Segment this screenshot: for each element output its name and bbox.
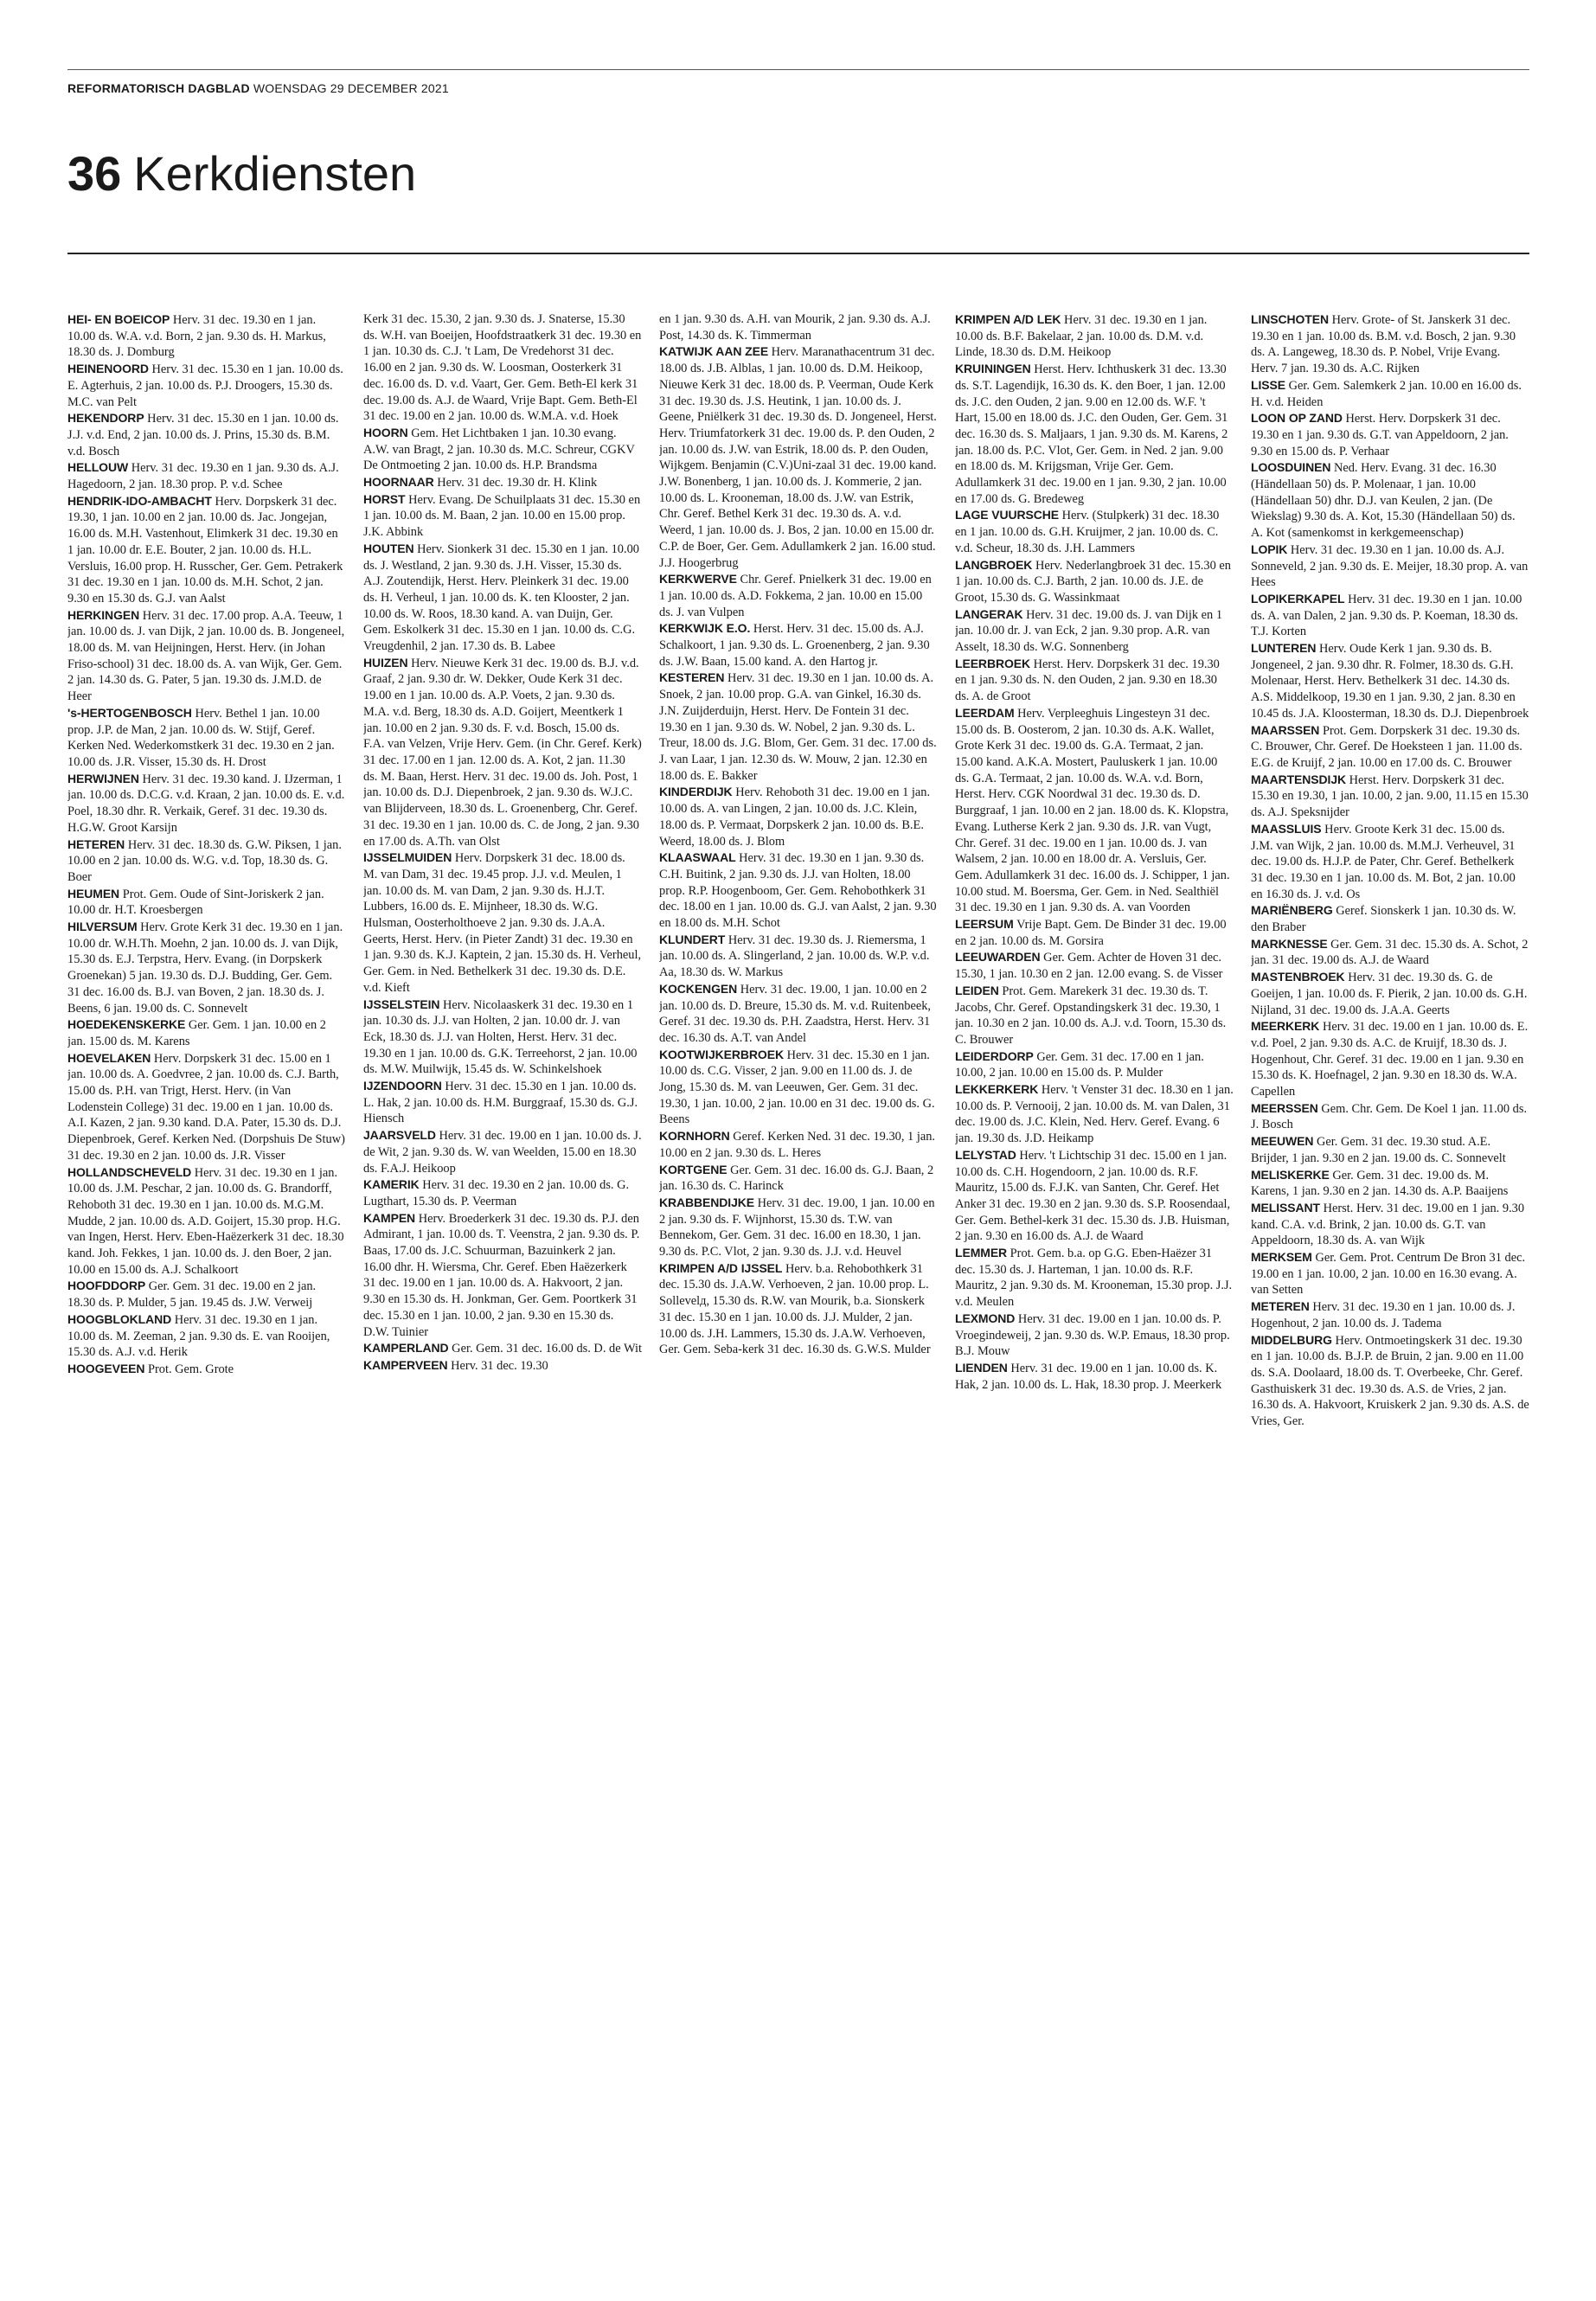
church-service-entry <box>67 459 346 492</box>
church-service-entry <box>659 981 938 1047</box>
place-name: LISSE <box>1251 377 1285 392</box>
place-name: KOOTWIJKERBROEK <box>659 1047 784 1061</box>
service-details: Ger. Gem. 31 dec. 16.00 ds. D. de Wit <box>452 1342 642 1356</box>
place-name: HOORN <box>363 425 408 439</box>
place-name: HEKENDORP <box>67 411 144 426</box>
service-details: Herst. Herv. Ichthuskerk 31 dec. 13.30 ds. S.T. Lagendijk, 16.30 ds. K. den Boer, 1 jan. 12.00 ds. J.C. den Ouden, 2 jan. 9.00 en 12.00 ds. W.F. 't Hart, 15.00 en 18.00 ds. J.C. den Ouden, Ger. Gem. 31 dec. 16.30 ds. S. Maljaars, 1 jan. 9.30 ds. M. Karens, 2 jan. 18.00 ds. P.C. Vlot, Ger. Gem. in Ned. 2 jan. 9.00 en 18.00 ds. M. Krijgsman, Vrije Ger. Gem. Adullamkerk 31 dec. 19.00 en 1 jan. 9.30, 2 jan. 10.00 en 17.00 ds. G. Bredeweg <box>955 362 1228 506</box>
place-name: HOORNAAR <box>363 475 434 490</box>
service-details: Herv. Nederlangbroek 31 dec. 15.30 en 1 jan. 10.00 ds. C.J. Barth, 2 jan. 10.00 ds. J.E. de Groot, 15.30 ds. G. Wassinkmaat <box>955 558 1231 605</box>
church-service-entry <box>955 1360 1234 1393</box>
service-details: Ger. Gem. 1 jan. 10.00 en 2 jan. 15.00 ds. M. Karens <box>67 1018 326 1048</box>
church-service-entry <box>363 1340 642 1357</box>
church-service-entry <box>67 410 346 459</box>
service-details: Herv. 31 dec. 15.30 en 1 jan. 10.00 ds. E. Agterhuis, 2 jan. 10.00 ds. P.J. Droogers, 15.30 ds. M.C. van Pelt <box>67 362 343 409</box>
place-name: HOEVELAKEN <box>67 1050 151 1065</box>
listing-column-3 <box>659 311 938 2275</box>
service-details: Ger. Gem. 31 dec. 19.00 ds. M. Karens, 1 jan. 9.30 en 2 jan. 14.30 ds. A.P. Baaijens <box>1251 1168 1509 1199</box>
church-service-entry <box>955 557 1234 606</box>
church-service-entry <box>67 1164 346 1279</box>
church-service-entry <box>67 607 346 705</box>
service-details: Herv. 31 dec. 15.30 en 1 jan. 10.00 ds. C.G. Visser, 2 jan. 9.00 en 11.00 ds. J. de Jong, 15.30 ds. M. van Leeuwen, Ger. Gem. 31 dec. 19.30, 1 jan. 10.00, 2 jan. 10.00 en 31 dec. 19.00 ds. G. Beens <box>659 1048 935 1127</box>
service-details: Herv. Bethel 1 jan. 10.00 prop. J.P. de Man, 2 jan. 10.00 ds. W. Stijf, Geref. Kerken Ned. Wederkomstkerk 31 dec. 19.30 en 2 jan. 10.00 ds. J.R. Visser, 15.30 ds. H. Drost <box>67 706 335 769</box>
service-details: Herv. 31 dec. 15.30 en 1 jan. 10.00 ds. J.J. v.d. End, 2 jan. 10.00 ds. J. Prins, 15.30 ds. B.M. v.d. Bosch <box>67 412 339 458</box>
service-details: Herst. Herv. 31 dec. 19.00 en 1 jan. 9.30 kand. C.A. v.d. Brink, 2 jan. 10.00 ds. G.T. van Appeldoorn, 18.30 ds. A. van Wijk <box>1251 1201 1525 1248</box>
place-name: KESTEREN <box>659 670 725 685</box>
place-name: MEEUWEN <box>1251 1134 1314 1149</box>
church-service-entry <box>659 1195 938 1260</box>
church-service-entry <box>363 849 642 996</box>
church-service-entry <box>1251 410 1529 459</box>
place-name: HUIZEN <box>363 655 408 670</box>
service-details: Herv. Broederkerk 31 dec. 19.30 ds. P.J. den Admirant, 1 jan. 10.00 ds. T. Veenstra, 2 jan. 9.30 ds. P. Baas, 17.00 ds. J.C. Schuurman, Bazuinkerk 2 jan. 16.00 dhr. H. Wiersma, Chr. Geref. Eben Haëzerkerk 31 dec. 19.00 en 1 jan. 10.00 ds. A. Hakvoort, 2 jan. 9.30 en 15.30 ds. H. Jonkman, Ger. Gem. Poortkerk 31 dec. 15.30 en 1 jan. 10.00, 2 jan. 9.30 en 15.30 ds. D.W. Tuinier <box>363 1211 640 1339</box>
church-service-entry <box>659 343 938 571</box>
church-service-entry <box>955 656 1234 705</box>
church-service-entry <box>1251 1200 1529 1249</box>
church-service-entry <box>363 1176 642 1209</box>
church-service-entry <box>659 311 938 343</box>
place-name: LEKKERKERK <box>955 1082 1039 1097</box>
service-details: Herv. 't Venster 31 dec. 18.30 en 1 jan. 10.00 ds. P. Vernooij, 2 jan. 10.00 ds. M. van Dalen, 31 dec. 19.00 ds. J.C. Klein, Ned. Herv. Geref. Evang. 6 jan. 19.30 ds. J.D. Heikamp <box>955 1083 1234 1146</box>
church-service-entry <box>955 1147 1234 1245</box>
service-details: Herv. 31 dec. 19.30 en 1 jan. 10.00 ds. J. Hogenhout, 2 jan. 10.00 ds. J. Tadema <box>1251 1300 1516 1330</box>
place-name: MIDDELBURG <box>1251 1332 1332 1347</box>
church-service-entry <box>1251 936 1529 969</box>
service-details: Herv. 31 dec. 19.30 kand. J. IJzerman, 1 jan. 10.00 ds. D.C.G. v.d. Kraan, 2 jan. 10.00 ds. E. v.d. Poel, 18.30 dhr. R. Verkaik, Geref. 31 dec. 19.30 ds. H.G.W. Groot Karsijn <box>67 772 345 835</box>
service-details: Herv. Dorpskerk 31 dec. 18.00 ds. M. van Dam, 31 dec. 19.45 prop. J.J. v.d. Meulen, 1 jan. 10.00 ds. M. van Dam, 2 jan. 9.30 ds. H.J.T. Lubbers, 16.00 ds. E. Mijnheer, 18.30 ds. W.G. Hulsman, Oosterholthoeve 2 jan. 9.30 ds. J.A.A. Geerts, Herst. Herv. (in Pieter Zandt) 31 dec. 19.30 en 1 jan. 9.30 ds. K.J. Kaptein, 2 jan. 15.30 ds. H. Verheul, Ger. Gem. in Ned. Bethelkerk 31 dec. 19.30 ds. D.E. v.d. Kieft <box>363 851 642 995</box>
service-details: Herv. Sionkerk 31 dec. 15.30 en 1 jan. 10.00 ds. J. Westland, 2 jan. 9.30 ds. J.H. Visser, 15.30 ds. A.J. Zoutendijk, Herst. Herv. Pleinkerk 31 dec. 19.00 ds. H. Verheul, 1 jan. 10.00 ds. K. ten Klooster, 2 jan. 10.00 ds. W. Roos, 18.30 kand. A. van Duijn, Ger. Gem. Eskolkerk 31 dec. 15.30 en 1 jan. 10.00 ds. C.G. Vreugdenhil, 2 jan. 17.30 ds. B. Labee <box>363 542 639 654</box>
service-details: Herv. Evang. De Schuilplaats 31 dec. 15.30 en 1 jan. 10.00 ds. M. Baan, 2 jan. 10.00 en 15.00 prop. J.K. Abbink <box>363 492 641 540</box>
place-name: HOEDEKENSKERKE <box>67 1017 186 1032</box>
service-details: Herv. 31 dec. 19.30 en 1 jan. 9.30 ds. A.J. Hagedoorn, 2 jan. 18.30 prop. P. v.d. Schee <box>67 461 339 492</box>
service-details: Herv. 31 dec. 19.30 en 1 jan. 10.00 ds. A. van Dalen, 2 jan. 9.30 ds. P. Koeman, 18.30 ds. T.J. Korten <box>1251 592 1522 639</box>
church-service-entry <box>363 491 642 541</box>
page-heading <box>67 145 416 202</box>
listing-column-5 <box>1251 311 1529 2275</box>
place-name: JAARSVELD <box>363 1128 436 1143</box>
place-name: LEMMER <box>955 1246 1008 1260</box>
place-name: KRABBENDIJKE <box>659 1195 755 1209</box>
church-service-entry <box>659 1128 938 1161</box>
service-details: Herv. 31 dec. 19.30 en 1 jan. 9.30 ds. C.H. Buitink, 2 jan. 9.30 ds. J.J. van Holten, 18.00 prop. R.P. Hoogenboom, Ger. Gem. Rehobothkerk 31 dec. 18.00 en 1 jan. 10.00 ds. G.J. van Aalst, 2 jan. 9.30 en 18.00 ds. M.H. Schot <box>659 851 937 931</box>
service-details: Herv. 31 dec. 19.00, 1 jan. 10.00 en 2 jan. 9.30 ds. F. Wijnhorst, 15.30 ds. T.W. van Bennekom, Ger. Gem. 31 dec. 16.00 en 18.30, 1 jan. 9.30 ds. P.C. Vlot, 2 jan. 9.30 ds. J.J. v.d. Heuvel <box>659 1195 935 1259</box>
church-service-entry <box>659 670 938 784</box>
church-service-entry <box>1251 969 1529 1018</box>
listing-column-4 <box>955 311 1234 2275</box>
church-service-entry <box>955 606 1234 656</box>
service-details: Herv. Maranathacentrum 31 dec. 18.00 ds. J.B. Alblas, 1 jan. 10.00 ds. D.M. Heikoop, Nieuwe Kerk 31 dec. 18.00 ds. P. Veerman, Oude Kerk 31 dec. 19.30 ds. J.S. Heutink, 1 jan. 10.00 ds. J. Geene, Pniëlkerk 31 dec. 19.30 ds. D. Jongeneel, Herst. Herv. Triumfatorkerk 31 dec. 19.00 ds. P. den Ouden, 2 jan. 10.00 ds. J.W. van Estrik, 18.00 ds. P. den Ouden, Wijkgem. Benjamin (C.V.)Uni-zaal 31 dec. 19.00 kand. J.W. Bonenberg, 1 jan. 10.00 ds. J. Kommerie, 2 jan. 10.00 ds. L. Krooneman, 18.00 ds. J.W. van Estrik, Chr. Geref. Bethel Kerk 31 dec. 19.30 ds. A. v.d. Weerd, 1 jan. 10.00 ds. J. Bos, 2 jan. 10.00 en 15.00 dr. C.P. de Boer, Ger. Gem. Adullamkerk 2 jan. 16.00 stud. J.J. Hoogerbrug <box>659 345 937 570</box>
place-name: 's-HERTOGENBOSCH <box>67 705 192 720</box>
place-name: LOOSDUINEN <box>1251 460 1331 475</box>
church-service-entry <box>67 919 346 1016</box>
church-service-entry <box>1251 1167 1529 1200</box>
place-name: HOOGBLOKLAND <box>67 1311 172 1326</box>
place-name: LAGE VUURSCHE <box>955 508 1060 522</box>
place-name: LOON OP ZAND <box>1251 411 1343 426</box>
church-service-entry <box>659 1260 938 1358</box>
place-name: KAMERIK <box>363 1177 420 1192</box>
church-service-entry <box>955 949 1234 982</box>
service-details: Herv. (Stulpkerk) 31 dec. 18.30 en 1 jan. 10.00 ds. G.H. Kruijmer, 2 jan. 10.00 ds. C. v.d. Scheur, 18.30 ds. J.H. Lammers <box>955 509 1220 555</box>
service-details: Herv. Dorpskerk 31 dec. 19.30, 1 jan. 10.00 en 2 jan. 10.00 ds. Jac. Jongejan, 16.00 ds. M.H. Vastenhout, Elimkerk 31 dec. 19.30 en 1 jan. 10.00 dr. E.E. Bouter, 2 jan. 10.00 ds. H.L. Versluis, 16.00 prop. H. Russcher, Ger. Gem. Petrakerk 31 dec. 19.30 en 1 jan. 10.00 ds. M.H. Schot, 2 jan. 9.30 en 15.30 ds. G.J. van Aalst <box>67 494 343 606</box>
place-name: KRIMPEN A/D LEK <box>955 312 1061 326</box>
place-name: MERKSEM <box>1251 1250 1312 1265</box>
place-name: KRUININGEN <box>955 362 1031 376</box>
service-details: Ger. Gem. Prot. Centrum De Bron 31 dec. 19.00 en 1 jan. 10.00, 2 jan. 10.00 en 16.30 evang. A. van Setten <box>1251 1251 1526 1298</box>
place-name: HOOFDDORP <box>67 1279 146 1293</box>
church-service-entry <box>363 1127 642 1176</box>
place-name: HEINENOORD <box>67 362 149 376</box>
church-service-entry <box>363 1357 642 1375</box>
church-service-entry <box>67 493 346 607</box>
church-service-entry <box>1251 591 1529 640</box>
place-name: LEIDERDORP <box>955 1048 1034 1063</box>
service-details: Ned. Herv. Evang. 31 dec. 16.30 (Händellaan 50) ds. P. Molenaar, 1 jan. 10.00 (Händellaan 50) dhr. D.J. van Keulen, 2 jan. (De Wiekslag) 9.30 ds. A. Kot, 15.30 (Händellaan 50) ds. A. Kot (samenkomst in kerkgemeenschap) <box>1251 461 1516 541</box>
place-name: HETEREN <box>67 836 125 851</box>
place-name: MARKNESSE <box>1251 936 1328 951</box>
place-name: LANGBROEK <box>955 557 1033 572</box>
place-name: HILVERSUM <box>67 920 138 934</box>
church-service-entry <box>659 784 938 849</box>
issue-date: WOENSDAG 29 DECEMBER 2021 <box>253 81 449 95</box>
service-details: Herv. 31 dec. 19.30 en 1 jan. 10.00 ds. B.F. Bakelaar, 2 jan. 10.00 ds. D.M. v.d. Linde, 18.30 ds. D.M. Heikoop <box>955 313 1208 360</box>
service-details: Herv. 31 dec. 19.30 <box>451 1359 548 1373</box>
church-service-entry <box>67 361 346 410</box>
service-details: en 1 jan. 9.30 ds. A.H. van Mourik, 2 jan. 9.30 ds. A.J. Post, 14.30 ds. K. Timmerman <box>659 312 931 343</box>
church-service-entry <box>659 932 938 981</box>
place-name: LINSCHOTEN <box>1251 312 1330 326</box>
service-details: Herv. 31 dec. 19.30 en 1 jan. 10.00 ds. A. Snoek, 2 jan. 10.00 prop. G.A. van Ginkel, 16.30 ds. J.N. Zuijderduijn, Herst. Herv. De Fontein 31 dec. 19.30 en 1 jan. 9.30 ds. W. Nobel, 2 jan. 9.30 ds. L. Treur, 18.00 ds. J.G. Blom, Ger. Gem. 31 dec. 17.00 ds. J. van Laar, 1 jan. 12.30 ds. W. Mouw, 2 jan. 12.30 en 18.00 ds. E. Bakker <box>659 671 937 783</box>
place-name: LOPIKERKAPEL <box>1251 591 1345 606</box>
listing-column-2 <box>363 311 642 2275</box>
service-details: Ger. Gem. Achter de Hoven 31 dec. 15.30, 1 jan. 10.30 en 2 jan. 12.00 evang. S. de Visser <box>955 951 1223 982</box>
place-name: MAARTENSDIJK <box>1251 772 1347 786</box>
church-service-entry <box>1251 1249 1529 1298</box>
listing-column-1 <box>67 311 346 2275</box>
church-service-entry <box>659 849 938 932</box>
church-service-entry <box>1251 902 1529 935</box>
place-name: IJSSELMUIDEN <box>363 850 452 865</box>
place-name: MAARSSEN <box>1251 722 1320 737</box>
service-details: Herv. Oude Kerk 1 jan. 9.30 ds. B. Jongeneel, 2 jan. 9.30 dhr. R. Folmer, 18.30 ds. G.H. Molenaar, Herst. Herv. Bethelkerk 31 dec. 14.30 ds. A.S. Middelkoop, 19.30 en 1 jan. 9.30, 2 jan. 8.30 en 10.45 ds. J.A. Kloosterman, 18.30 ds. D.J. Diepenbroek <box>1251 642 1529 721</box>
place-name: KRIMPEN A/D IJSSEL <box>659 1260 783 1275</box>
service-details: Chr. Geref. Pnielkerk 31 dec. 19.00 en 1 jan. 10.00 ds. A.D. Fokkema, 2 jan. 10.00 en 15.00 ds. J. van Vulpen <box>659 573 932 619</box>
masthead <box>67 81 449 95</box>
church-service-entry <box>1251 821 1529 903</box>
place-name: LEEUWARDEN <box>955 950 1041 965</box>
place-name: HORST <box>363 491 406 506</box>
church-service-entry <box>67 1311 346 1361</box>
church-service-entry <box>67 836 346 886</box>
service-details: Herv. 't Lichtschip 31 dec. 15.00 en 1 jan. 10.00 ds. C.H. Hogendoorn, 2 jan. 10.00 ds. R.F. Mauritz, 15.00 ds. F.J.K. van Santen, Chr. Geref. Het Anker 31 dec. 19.30 en 2 jan. 9.30 ds. S.P. Roosendaal, Ger. Gem. Bethel-kerk 31 dec. 15.30 ds. J.B. Huisman, 2 jan. 9.30 en 16.00 ds. A.J. de Waard <box>955 1148 1231 1244</box>
church-service-entry <box>1251 1100 1529 1133</box>
church-service-entry <box>659 620 938 670</box>
heading-rule <box>67 253 1529 254</box>
church-service-entry <box>1251 377 1529 410</box>
service-details: Herv. Ontmoetingskerk 31 dec. 19.30 en 1 jan. 10.00 ds. B.J.P. de Bruin, 2 jan. 9.00 en 11.00 ds. S.A. Doolaard, 18.00 ds. T. Overbeeke, Chr. Geref. Gasthuiskerk 31 dec. 19.30 ds. A.S. de Vries, 2 jan. 16.30 ds. A. Hakvoort, Kruiskerk 2 jan. 9.30 ds. A.S. de Vries, Ger. <box>1251 1333 1529 1429</box>
place-name: HERKINGEN <box>67 607 140 622</box>
place-name: MELISSANT <box>1251 1200 1320 1215</box>
place-name: HEI- EN BOEICOP <box>67 312 170 326</box>
service-details: Herv. Rehoboth 31 dec. 19.00 en 1 jan. 10.00 ds. A. van Lingen, 2 jan. 10.00 ds. J.C. Klein, 18.00 ds. P. Vermaat, Dorpskerk 2 jan. 10.00 ds. B.E. Weerd, 18.00 ds. J. Blom <box>659 785 931 849</box>
service-details: Prot. Gem. b.a. op G.G. Eben-Haëzer 31 dec. 15.30 ds. J. Harteman, 1 jan. 10.00 ds. R.F. Mauritz, 2 jan. 9.30 ds. M. Krooneman, 15.30 prop. J.J. v.d. Meulen <box>955 1247 1233 1310</box>
church-service-entry <box>363 541 642 655</box>
place-name: LEERDAM <box>955 705 1015 720</box>
church-service-entry <box>955 1048 1234 1081</box>
church-service-entry <box>955 1081 1234 1147</box>
church-service-entry <box>67 1361 346 1378</box>
place-name: HOOGEVEEN <box>67 1362 145 1375</box>
place-name: LUNTEREN <box>1251 641 1317 656</box>
church-service-entry <box>1251 640 1529 722</box>
service-details: Herv. Groote Kerk 31 dec. 15.00 ds. J.M. van Wijk, 2 jan. 10.00 ds. M.M.J. Verheuvel, 31 dec. 19.00 ds. H.J.P. de Pater, Chr. Geref. Bethelkerk 31 dec. 19.30 en 1 jan. 10.00 ds. M. Bot, 2 jan. 10.00 en 16.30 ds. J. v.d. Os <box>1251 822 1516 901</box>
church-service-entry <box>1251 1018 1529 1100</box>
service-details: Kerk 31 dec. 15.30, 2 jan. 9.30 ds. J. Snaterse, 15.30 ds. W.H. van Boeijen, Hoofdstraatkerk 31 dec. 19.30 en 1 jan. 10.30 ds. C.J. 't Lam, De Vredehorst 31 dec. 16.00 en 2 jan. 9.30 ds. W. Loosman, Oosterkerk 31 dec. 16.00 ds. D. v.d. Vaart, Ger. Gem. Beth-El kerk 31 dec. 19.00 ds. A.J. de Waard, Vrije Bapt. Gem. Beth-El 31 dec. 19.00 en 2 jan. 10.00 ds. W.M.A. v.d. Hoek <box>363 312 642 424</box>
church-service-entry <box>955 1311 1234 1360</box>
place-name: KINDERDIJK <box>659 785 733 799</box>
place-name: KATWIJK AAN ZEE <box>659 344 769 359</box>
service-details: Geref. Kerken Ned. 31 dec. 19.30, 1 jan. 10.00 en 2 jan. 9.30 ds. L. Heres <box>659 1130 936 1160</box>
place-name: KERKWERVE <box>659 572 737 586</box>
church-service-entry <box>1251 722 1529 772</box>
place-name: MARIËNBERG <box>1251 903 1333 918</box>
service-details: Herv. Dorpskerk 31 dec. 15.00 en 1 jan. 10.00 ds. A. Goedvree, 2 jan. 10.00 ds. C.J. Barth, 15.00 ds. P.H. van Trigt, Herst. Herv. (in Van Lodenstein College) 31 dec. 19.00 en 1 jan. 10.00 ds. A.I. Kazen, 2 jan. 9.30 kand. D.A. Pater, 15.30 ds. D.J. Diepenbroek, Geref. Kerken Ned. (Dorpshuis De Stuw) 31 dec. 19.30 en 2 jan. 10.00 ds. J.R. Visser <box>67 1051 345 1163</box>
church-service-entry <box>955 507 1234 556</box>
place-name: LEERBROEK <box>955 656 1030 670</box>
service-details: Ger. Gem. 31 dec. 19.00 en 2 jan. 18.30 ds. P. Mulder, 5 jan. 19.45 ds. J.W. Verweij <box>67 1279 317 1311</box>
service-details: Herv. 31 dec. 19.30 en 1 jan. 10.00 ds. W.A. v.d. Born, 2 jan. 9.30 ds. H. Markus, 18.30 ds. J. Domburg <box>67 313 326 360</box>
place-name: LOPIK <box>1251 542 1288 556</box>
church-service-entry <box>363 474 642 491</box>
place-name: MASTENBROEK <box>1251 970 1345 984</box>
place-name: LELYSTAD <box>955 1147 1016 1162</box>
church-service-entry <box>955 983 1234 1048</box>
service-details: Herv. 31 dec. 18.30 ds. G.W. Piksen, 1 jan. 10.00 en 2 jan. 10.00 ds. W.G. v.d. Top, 18.30 ds. G. Boer <box>67 837 342 884</box>
place-name: IJZENDOORN <box>363 1079 442 1093</box>
church-service-entry <box>1251 311 1529 377</box>
place-name: KAMPERVEEN <box>363 1358 448 1372</box>
place-name: LEIDEN <box>955 983 999 997</box>
place-name: IJSSELSTEIN <box>363 997 440 1011</box>
place-name: HENDRIK-IDO-AMBACHT <box>67 493 212 508</box>
service-details: Herv. 31 dec. 19.30 en 1 jan. 10.00 ds. A.J. Sonneveld, 2 jan. 9.30 ds. E. Meijer, 18.30 prop. A. van Hees <box>1251 542 1529 590</box>
service-details: Herv. 31 dec. 17.00 prop. A.A. Teeuw, 1 jan. 10.00 ds. J. van Dijk, 2 jan. 10.00 ds. B. Jongeneel, 18.00 ds. M. van Heijningen, Herst. Herv. (in Johan Friso-school) 31 dec. 18.00 ds. A. van Wijk, Ger. Gem. 2 jan. 14.30 ds. G. Pater, 5 jan. 19.30 ds. J.M.D. de Heer <box>67 608 345 704</box>
church-service-entry <box>955 1245 1234 1311</box>
church-service-entry <box>955 361 1234 507</box>
place-name: MEERKERK <box>1251 1019 1320 1034</box>
section-title: Kerkdiensten <box>133 146 417 201</box>
service-details: Herv. 31 dec. 19.30 en 1 jan. 10.00 ds. J.M. Peschar, 2 jan. 10.00 ds. G. Brandorff, Rehoboth 31 dec. 19.30 en 1 jan. 10.00 ds. M.G.M. Mudde, 2 jan. 10.00 ds. A.D. Goijert, 15.30 prop. H.G. van Ingen, Herst. Herv. Eben-Haëzerkerk 31 dec. 18.30 kand. Joh. Fekkes, 1 jan. 10.00 ds. J. den Boer, 2 jan. 10.00 en 15.00 ds. A.J. Schalkoort <box>67 1165 344 1277</box>
church-service-entry <box>363 1078 642 1127</box>
place-name: MAASSLUIS <box>1251 821 1322 836</box>
place-name: KLUNDERT <box>659 932 726 946</box>
church-service-entry <box>1251 1332 1529 1430</box>
service-details: Herst. Herv. Dorpskerk 31 dec. 19.30 en 1 jan. 9.30 ds. N. den Ouden, 2 jan. 9.30 en 18.30 ds. A. de Groot <box>955 657 1220 704</box>
place-name: HERWIJNEN <box>67 771 139 785</box>
church-service-entry <box>955 311 1234 361</box>
service-details: Prot. Gem. Grote <box>147 1362 234 1376</box>
service-details: Ger. Gem. 31 dec. 17.00 en 1 jan. 10.00, 2 jan. 10.00 en 15.00 ds. P. Mulder <box>955 1049 1204 1080</box>
service-details: Prot. Gem. Marekerk 31 dec. 19.30 ds. T. Jacobs, Chr. Geref. Opstandingskerk 31 dec. 19.30, 1 jan. 10.30 en 2 jan. 10.00 ds. A.J. v.d. Toorn, 15.30 ds. C. Brouwer <box>955 984 1227 1047</box>
church-service-entry <box>363 655 642 849</box>
service-details: Herv. 31 dec. 19.00 ds. J. van Dijk en 1 jan. 10.00 dr. J. van Eck, 2 jan. 9.30 prop. A.R. van Asselt, 18.30 ds. W.G. Sonnenberg <box>955 607 1223 655</box>
church-service-entry <box>955 916 1234 949</box>
church-service-entry <box>1251 772 1529 821</box>
service-details: Herst. Herv. Dorpskerk 31 dec. 15.30 en 19.30, 1 jan. 10.00, 2 jan. 9.00, 11.15 en 15.30 ds. A.J. Speksnijder <box>1251 772 1529 820</box>
service-details: Herst. Herv. Dorpskerk 31 dec. 19.30 en 1 jan. 9.30 ds. G.T. van Appeldoorn, 2 jan. 9.30 en 15.00 ds. P. Verhaar <box>1251 412 1509 458</box>
service-details: Herv. 31 dec. 19.00 en 1 jan. 10.00 ds. J. de Wit, 2 jan. 9.30 ds. W. van Weelden, 15.00 en 18.30 ds. F.A.J. Heikoop <box>363 1129 642 1176</box>
service-details: Herv. 31 dec. 19.30 dr. H. Klink <box>437 476 598 490</box>
page-number: 36 <box>67 146 122 201</box>
place-name: LANGERAK <box>955 606 1023 621</box>
church-service-entry <box>67 771 346 836</box>
place-name: LEXMOND <box>955 1311 1016 1325</box>
service-details: Herv. 31 dec. 19.00 en 1 jan. 10.00 ds. K. Hak, 2 jan. 10.00 ds. L. Hak, 18.30 prop. J. Meerkerk <box>955 1362 1222 1392</box>
place-name: LIENDEN <box>955 1361 1008 1375</box>
service-details: Herv. 31 dec. 15.30 en 1 jan. 10.00 ds. L. Hak, 2 jan. 10.00 ds. H.M. Burggraaf, 15.30 ds. G.J. Hiensch <box>363 1080 638 1126</box>
service-details: Herv. Nicolaaskerk 31 dec. 19.30 en 1 jan. 10.30 ds. J.J. van Holten, 2 jan. 10.00 dr. J. van Eck, 18.30 ds. J.J. van Holten, Herst. Herv. 31 dec. 19.30 en 1 jan. 10.00 ds. G.K. Terreehorst, 2 jan. 10.00 ds. M.W. Muilwijk, 15.45 ds. W. Schinkelshoek <box>363 997 638 1077</box>
service-details: Herv. Nieuwe Kerk 31 dec. 19.00 ds. B.J. v.d. Graaf, 2 jan. 9.30 dr. W. Dekker, Oude Kerk 31 dec. 19.00 en 1 jan. 10.00 ds. A.P. Voets, 2 jan. 9.30 ds. M.A. v.d. Berg, 18.30 ds. A.D. Goijert, Meentkerk 1 jan. 10.00 en 2 jan. 9.30 ds. F. v.d. Bosch, 15.00 ds. F.A. van Velzen, Vrije Herv. Gem. (in Chr. Geref. Kerk) 31 dec. 17.00 en 1 jan. 12.00 ds. A. Kot, 2 jan. 11.30 ds. M. Baan, Herst. Herv. 31 dec. 19.00 ds. Joh. Post, 1 jan. 10.00 ds. D.J. Diepenbroek, 2 jan. 9.30 ds. W.J.C. van Blijderveen, 18.30 ds. L. Groenenberg, Chr. Geref. 31 dec. 19.30 en 1 jan. 10.00 ds. C. de Jong, 2 jan. 9.30 en 17.00 ds. A.Th. van Olst <box>363 656 642 849</box>
masthead-rule <box>67 69 1529 70</box>
place-name: KLAASWAAL <box>659 850 736 865</box>
service-details: Prot. Gem. Oude of Sint-Joriskerk 2 jan. 10.00 dr. H.T. Kroesbergen <box>67 887 324 918</box>
service-details: Herv. 31 dec. 19.00, 1 jan. 10.00 en 2 jan. 10.00 ds. D. Breure, 15.30 ds. M. v.d. Ruitenbeek, Geref. 31 dec. 19.30 ds. P.H. Zaadstra, Herst. Herv. 31 dec. 16.30 ds. A.T. van Andel <box>659 982 932 1045</box>
church-service-entry <box>659 1047 938 1129</box>
church-service-entry <box>67 886 346 919</box>
church-service-entry <box>1251 1298 1529 1331</box>
service-details: Geref. Sionskerk 1 jan. 10.30 ds. W. den Braber <box>1251 904 1516 935</box>
place-name: METEREN <box>1251 1299 1310 1314</box>
church-service-entry <box>1251 542 1529 591</box>
place-name: MEERSSEN <box>1251 1100 1318 1115</box>
church-service-entry <box>1251 1133 1529 1166</box>
church-service-entry <box>363 1210 642 1341</box>
place-name: KERKWIJK E.O. <box>659 621 751 636</box>
church-service-entry <box>363 425 642 474</box>
service-details: Gem. Het Lichtbaken 1 jan. 10.30 evang. A.W. van Bragt, 2 jan. 10.30 ds. M.C. Schreur, CGKV De Ontmoeting 2 jan. 10.00 ds. H.P. Brandsma <box>363 426 635 473</box>
church-service-entry <box>67 311 346 361</box>
service-details: Herv. 31 dec. 19.30 ds. G. de Goeijen, 1 jan. 10.00 ds. F. Pierik, 2 jan. 10.00 ds. G.H. Nijland, 31 dec. 19.00 ds. J.A.A. Geerts <box>1251 971 1528 1017</box>
service-details: Vrije Bapt. Gem. De Binder 31 dec. 19.00 en 2 jan. 10.00 ds. M. Gorsira <box>955 918 1227 948</box>
place-name: HOLLANDSCHEVELD <box>67 1164 192 1179</box>
church-service-entry <box>363 311 642 425</box>
service-details: Herv. Verpleeghuis Lingesteyn 31 dec. 15.00 ds. B. Oosterom, 2 jan. 10.30 ds. A.K. Wallet, Grote Kerk 31 dec. 19.00 ds. G.A. Termaat, 2 jan. 15.00 kand. A.K.A. Mostert, Pauluskerk 1 jan. 10.00 ds. G.A. Termaat, 2 jan. 10.00 ds. W.A. v.d. Born, Herst. Herv. CGK Noordwal 31 dec. 19.30 ds. D. Burggraaf, 1 jan. 10.00 en 2 jan. 18.00 ds. K. Klopstra, Evang. Lutherse Kerk 2 jan. 9.30 ds. J.R. van Vugt, Chr. Geref. 31 dec. 19.00 en 1 jan. 10.00 ds. J. van Walsem, 2 jan. 10.00 en 18.00 dr. A. Versluis, Ger. Gem. Adullamkerk 31 dec. 16.00 ds. J. Schipper, 1 jan. 10.00 stud. M. Boersma, Ger. Gem. in Ned. Sealthiël 31 dec. 19.30 en 1 jan. 9.30 ds. A. van Voorden <box>955 706 1230 915</box>
service-details: Herst. Herv. 31 dec. 15.00 ds. A.J. Schalkoort, 1 jan. 9.30 ds. L. Groenenberg, 2 jan. 9.30 ds. J.W. Baan, 15.00 kand. A. den Hartog jr. <box>659 622 930 669</box>
service-details: Herv. b.a. Rehobothkerk 31 dec. 15.30 ds. J.A.W. Verhoeven, 2 jan. 10.00 prop. L. Sollevelд, 15.30 ds. R.W. van Mourik, b.a. Sionskerk 31 dec. 15.30 en 1 jan. 10.00 ds. J.J. Mulder, 2 jan. 10.00 ds. J.H. Lammers, 15.30 ds. J.A.W. Verhoeven, Ger. Gem. Seba-kerk 31 dec. 16.30 ds. G.W.S. Mulder <box>659 1261 931 1357</box>
service-details: Herv. 31 dec. 19.00 en 1 jan. 10.00 ds. E. v.d. Poel, 2 jan. 9.30 ds. A.C. de Kruijf, 18.30 ds. J. Hogenhout, Chr. Geref. 31 dec. 19.00 en 1 jan. 9.30 en 15.30 ds. K. Hoefnagel, 2 jan. 9.30 en 18.30 ds. W.A. Capellen <box>1251 1020 1529 1099</box>
church-service-entry <box>363 997 642 1079</box>
service-details: Herv. 31 dec. 19.30 ds. J. Riemersma, 1 jan. 10.00 ds. A. Slingerland, 2 jan. 10.00 ds. W.P. v.d. Aa, 18.30 ds. W. Markus <box>659 933 930 980</box>
church-service-entry <box>955 705 1234 916</box>
place-name: KORTGENE <box>659 1162 727 1176</box>
service-details: Gem. Chr. Gem. De Koel 1 jan. 11.00 ds. J. Bosch <box>1251 1101 1528 1132</box>
service-details: Herv. 31 dec. 19.30 en 1 jan. 10.00 ds. M. Zeeman, 2 jan. 9.30 ds. E. van Rooijen, 15.30 ds. A.J. v.d. Herik <box>67 1312 330 1360</box>
service-details: Herv. Grote Kerk 31 dec. 19.30 en 1 jan. 10.00 dr. W.H.Th. Moehn, 2 jan. 10.00 ds. J. van Dijk, 15.30 ds. E.J. Terpstra, Herv. Evang. (in Dorpskerk Groenekan) 5 jan. 19.30 ds. D.J. Budding, Ger. Gem. 31 dec. 16.00 ds. B.J. van Boven, 2 jan. 18.30 ds. J. Beens, 6 jan. 19.00 ds. C. Sonnevelt <box>67 920 343 1016</box>
place-name: KAMPERLAND <box>363 1341 449 1356</box>
place-name: MELISKERKE <box>1251 1167 1330 1182</box>
church-service-entry <box>659 571 938 620</box>
place-name: LEERSUM <box>955 917 1014 932</box>
service-details: Ger. Gem. Salemkerk 2 jan. 10.00 en 16.00 ds. H. v.d. Heiden <box>1251 378 1522 409</box>
service-details: Herv. Grote- of St. Janskerk 31 dec. 19.30 en 1 jan. 10.00 ds. B.M. v.d. Bosch, 2 jan. 9.30 ds. A. Langeweg, 18.30 ds. P. Nobel, Vrije Evang. Herv. 7 jan. 19.30 ds. A.C. Rijken <box>1251 313 1516 376</box>
church-service-entry <box>67 1050 346 1164</box>
church-service-entry <box>67 1278 346 1311</box>
service-details: Herv. 31 dec. 19.00 en 1 jan. 10.00 ds. P. Vroegindeweij, 2 jan. 9.30 ds. W.P. Emaus, 18.30 prop. B.J. Mouw <box>955 1311 1230 1359</box>
place-name: HOUTEN <box>363 541 414 555</box>
church-service-entry <box>659 1162 938 1195</box>
service-details: Prot. Gem. Dorpskerk 31 dec. 19.30 ds. C. Brouwer, Chr. Geref. De Hoeksteen 1 jan. 11.00 ds. E.G. de Kruijf, 2 jan. 10.00 en 17.00 ds. C. Brouwer <box>1251 723 1522 770</box>
place-name: KOCKENGEN <box>659 981 738 996</box>
service-details: Herv. 31 dec. 19.30 en 2 jan. 10.00 ds. G. Lugthart, 15.30 ds. P. Veerman <box>363 1178 630 1208</box>
place-name: KAMPEN <box>363 1210 416 1225</box>
church-service-entry <box>1251 459 1529 542</box>
church-service-entry <box>67 705 346 771</box>
church-service-entry <box>67 1016 346 1049</box>
place-name: HELLOUW <box>67 460 129 475</box>
service-details: Ger. Gem. 31 dec. 16.00 ds. G.J. Baan, 2 jan. 16.30 ds. C. Harinck <box>659 1163 934 1194</box>
service-details: Ger. Gem. 31 dec. 15.30 ds. A. Schot, 2 jan. 31 dec. 19.00 ds. A.J. de Waard <box>1251 937 1529 968</box>
newspaper-name: REFORMATORISCH DAGBLAD <box>67 81 250 95</box>
service-details: Ger. Gem. 31 dec. 19.30 stud. A.E. Brijder, 1 jan. 9.30 en 2 jan. 19.00 ds. C. Sonnevelt <box>1251 1135 1506 1165</box>
place-name: HEUMEN <box>67 886 120 901</box>
place-name: KORNHORN <box>659 1129 730 1144</box>
listing-columns <box>67 311 1529 2275</box>
